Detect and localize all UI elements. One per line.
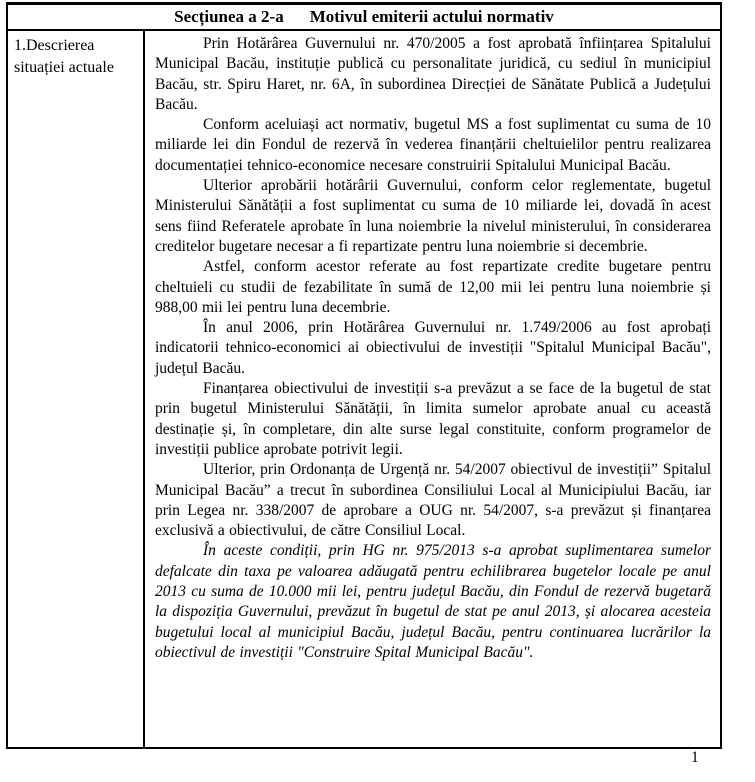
row-label: 1.Descrierea situației actuale xyxy=(14,37,114,76)
normative-act-table xyxy=(6,2,722,749)
page-number: 1 xyxy=(691,749,699,766)
row-content-cell xyxy=(145,31,720,747)
section-title: Motivul emiterii actului normativ xyxy=(309,7,554,26)
paragraph: Conform aceluiași act normativ, bugetul MS a fost suplimentat cu suma de 10 miliarde lei din Fondul de rezervă în vederea finanțării cheltuielilor pentru realizarea documentației tehnico-economice necesare construirii Spitalului Municipal Bacău. xyxy=(155,116,711,174)
table-section-header xyxy=(8,5,720,31)
table-row xyxy=(8,31,720,747)
paragraph-italic: În aceste condiții, prin HG nr. 975/2013 s-a aprobat suplimentarea sumelor defalcate din taxa pe valoarea adăugată pentru echilibrarea bugetelor locale pe anul 2013 cu suma de 10.000 mii lei, pentru județul Bacău, din Fondul de rezervă bugetară la dispoziția Guvernului, prevăzut în bugetul de stat pe anul 2013, și alocarea acesteia bugetului local al municipiul Bacău, județul Bacău, pentru continuarea lucrărilor la obiectivul de investiții "Construire Spital Municipal Bacău". xyxy=(155,542,711,661)
paragraph: Finanțarea obiectivului de investiții s-a prevăzut a se face de la bugetul de stat prin bugetul Ministerului Sănătății, în limita sumelor aprobate anual cu această destinație și, în completare, din alte surse legal constituite, conform programelor de investiții publice aprobate potrivit legii. xyxy=(155,380,711,458)
section-label: Secțiunea a 2-a xyxy=(174,7,284,26)
paragraph: Ulterior aprobării hotărârii Guvernului, conform celor reglementate, bugetul Ministerului Sănătății a fost suplimentat cu suma de 10 miliarde lei, dovadă în acest sens fiind Referatele aprobate în luna noiembrie la nivelul ministerului, în considerarea creditelor bugetare necesar a fi repartizate pentru luna noiembrie si decembrie. xyxy=(155,177,711,255)
paragraph: Astfel, conform acestor referate au fost repartizate credite bugetare pentru cheltuieli cu studii de fezabilitate în sumă de 12,00 mii lei pentru luna noiembrie și 988,00 mii lei pentru luna decembrie. xyxy=(155,258,711,316)
row-label-cell xyxy=(8,31,145,747)
paragraph: Ulterior, prin Ordonanța de Urgență nr. 54/2007 obiectivul de investiții” Spitalul Municipal Bacău” a trecut în subordinea Consiliului Local al Municipiului Bacău, iar prin Legea nr. 338/2007 de aprobare a OUG nr. 54/2007, s-a prevăzut și finanțarea exclusivă a obiectivului, de către Consiliul Local. xyxy=(155,461,711,540)
paragraph: În anul 2006, prin Hotărârea Guvernului nr. 1.749/2006 au fost aprobați indicatorii tehnico-economici ai obiectivului de investiții "Spitalul Municipal Bacău", județul Bacău. xyxy=(155,319,711,377)
paragraph: Prin Hotărârea Guvernului nr. 470/2005 a fost aprobată înființarea Spitalului Municipal Bacău, instituție publică cu personalitate juridică, cu sediul în municipiul Bacău, str. Spiru Haret, nr. 6A, în subordinea Direcției de Sănătate Publică a Județului Bacău. xyxy=(155,35,711,113)
